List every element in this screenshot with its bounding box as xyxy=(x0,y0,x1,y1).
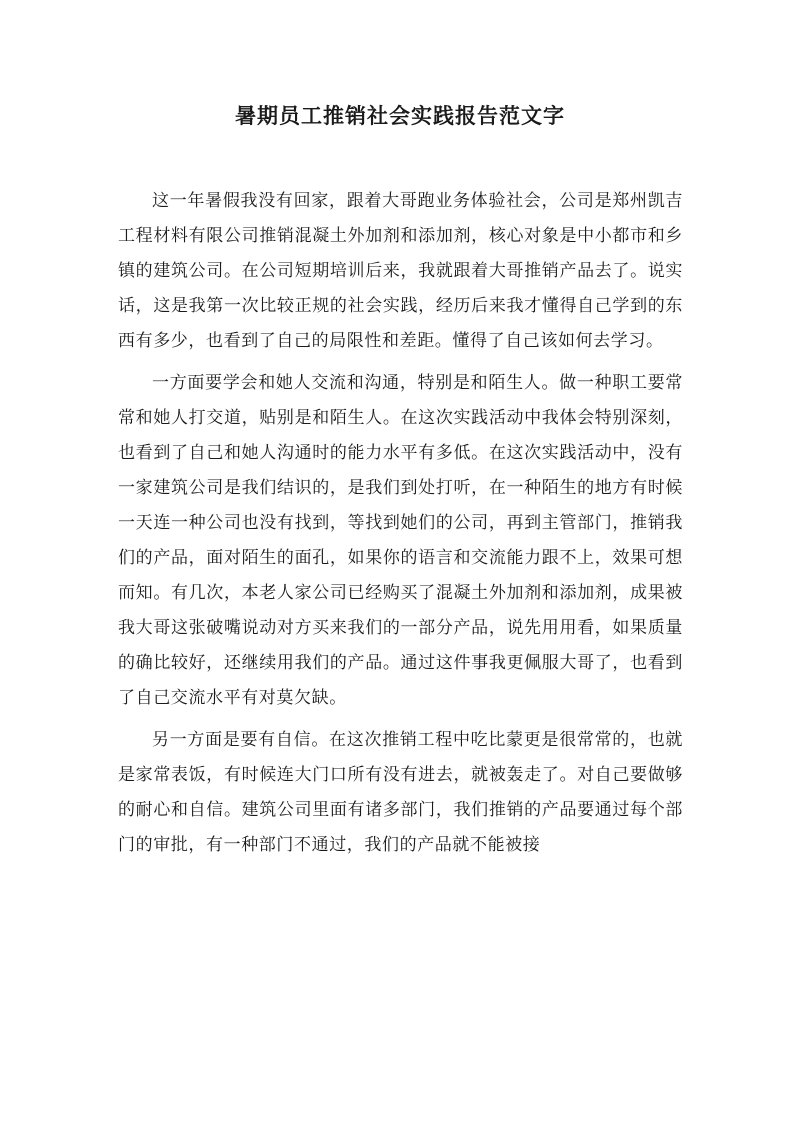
document-body xyxy=(118,184,683,870)
paragraph-3: 另一方面是要有自信。在这次推销工程中吃比蒙更是很常常的，也就是家常表饭，有时候连大门口所有没有进去，就被轰走了。对自己要做够的耐心和自信。建筑公司里面有诸多部门，我们推销的产品要通过每个部门的审批，有一种部门不通过，我们的产品就不能被接 xyxy=(118,730,683,855)
paragraph-2: 一方面要学会和她人交流和沟通，特别是和陌生人。做一种职工要常常和她人打交道，贴别是和陌生人。在这次实践活动中我体会特别深刻，也看到了自己和她人沟通时的能力水平有多低。在这次实践活动中，没有一家建筑公司是我们结识的，是我们到处打听，在一种陌生的地方有时候一天连一种公司也没有找到，等找到她们的公司，再到主管部门，推销我们的产品，面对陌生的面孔，如果你的语言和交流能力跟不上，效果可想而知。有几次，本老人家公司已经购买了混凝土外加剂和添加剂，成果被我大哥这张破嘴说动对方买来我们的一部分产品，说先用用看，如果质量的确比较好，还继续用我们的产品。通过这件事我更佩服大哥了，也看到了自己交流水平有对莫欠缺。 xyxy=(118,373,683,708)
document-title: 暑期员工推销社会实践报告范文字 xyxy=(235,103,565,128)
paragraph-1: 这一年暑假我没有回家，跟着大哥跑业务体验社会，公司是郑州凯吉工程材料有限公司推销混凝土外加剂和添加剂，核心对象是中小都市和乡镇的建筑公司。在公司短期培训后来，我就跟着大哥推销产品去了。说实话，这是我第一次比较正规的社会实践，经历后来我才懂得自己学到的东西有多少，也看到了自己的局限性和差距。懂得了自己该如何去学习。 xyxy=(118,191,683,351)
